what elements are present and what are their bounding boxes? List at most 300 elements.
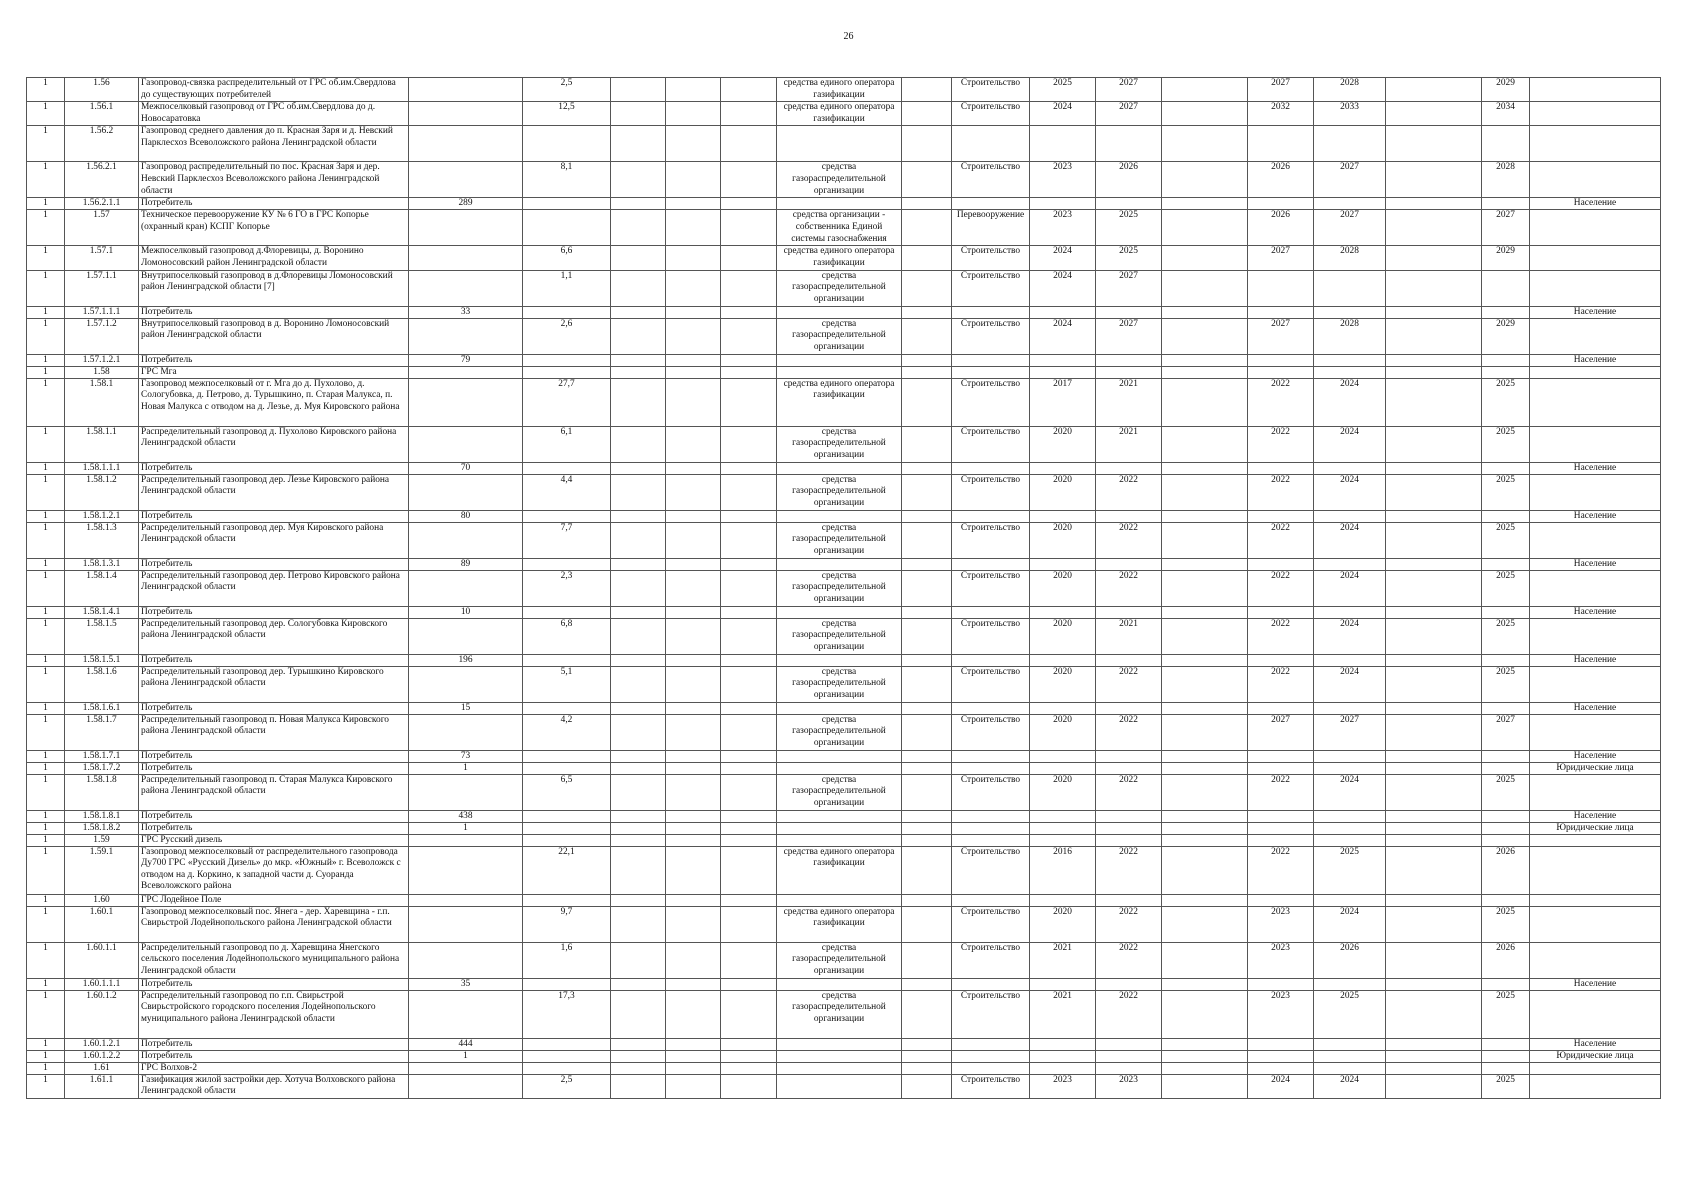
commission-year-cell (1482, 606, 1530, 618)
item-number-cell: 1.60.1.2 (65, 990, 139, 1038)
consumer-type-cell (1530, 318, 1661, 354)
item-number-cell: 1.57.1.1 (65, 270, 139, 306)
consumer-count-cell (409, 522, 523, 558)
design-end-cell: 2022 (1096, 906, 1162, 942)
row-level-cell: 1 (27, 762, 65, 774)
row-level-cell: 1 (27, 942, 65, 978)
table-row (27, 366, 1661, 378)
design-end-cell: 2022 (1096, 474, 1162, 510)
col-17-cell (1386, 618, 1482, 654)
col-8-cell (721, 126, 777, 162)
consumer-type-cell: Население (1530, 1038, 1661, 1050)
col-14-cell (1162, 198, 1248, 210)
col-14-cell (1162, 126, 1248, 162)
table-row (27, 102, 1661, 126)
col-6-cell (611, 318, 666, 354)
table-row (27, 750, 1661, 762)
design-start-cell: 2020 (1030, 906, 1096, 942)
item-number-cell: 1.58 (65, 366, 139, 378)
commission-year-cell: 2025 (1482, 522, 1530, 558)
row-level-cell: 1 (27, 1074, 65, 1098)
col-14-cell (1162, 714, 1248, 750)
design-start-cell (1030, 1050, 1096, 1062)
commission-year-cell (1482, 762, 1530, 774)
length-km-cell: 4,4 (523, 474, 611, 510)
funding-source-cell: средства газораспределительной организации (777, 618, 902, 654)
object-name-cell: Газопровод межпоселковый пос. Янега - дер. Харевщина - г.п. Свирьстрой Лодейнопольского района Ленинградской области (139, 906, 409, 942)
col-10-cell (902, 702, 952, 714)
object-name-cell: Межпоселковый газопровод от ГРС об.им.Свердлова до д. Новосаратовка (139, 102, 409, 126)
table-row (27, 510, 1661, 522)
object-name-cell: Газопровод среднего давления до п. Красная Заря и д. Невский Парклесхоз Всеволожского района Ленинградской области (139, 126, 409, 162)
row-level-cell: 1 (27, 750, 65, 762)
build-end-cell (1314, 354, 1386, 366)
design-start-cell: 2016 (1030, 846, 1096, 894)
build-end-cell: 2028 (1314, 318, 1386, 354)
design-start-cell: 2024 (1030, 102, 1096, 126)
col-8-cell (721, 210, 777, 246)
consumer-type-cell (1530, 78, 1661, 102)
work-type-cell (952, 702, 1030, 714)
commission-year-cell: 2025 (1482, 474, 1530, 510)
object-name-cell: Распределительный газопровод п. Новая Малукса Кировского района Ленинградской области (139, 714, 409, 750)
col-10-cell (902, 1038, 952, 1050)
funding-source-cell: средства газораспределительной организации (777, 318, 902, 354)
build-end-cell: 2027 (1314, 210, 1386, 246)
consumer-count-cell (409, 78, 523, 102)
col-10-cell (902, 426, 952, 462)
build-start-cell: 2022 (1248, 666, 1314, 702)
design-end-cell (1096, 1038, 1162, 1050)
commission-year-cell (1482, 822, 1530, 834)
length-km-cell (523, 198, 611, 210)
col-10-cell (902, 102, 952, 126)
build-end-cell: 2026 (1314, 942, 1386, 978)
commission-year-cell (1482, 1050, 1530, 1062)
funding-source-cell: средства единого оператора газификации (777, 246, 902, 270)
item-number-cell: 1.58.1 (65, 378, 139, 426)
col-10-cell (902, 510, 952, 522)
col-8-cell (721, 906, 777, 942)
col-7-cell (666, 378, 721, 426)
design-start-cell: 2020 (1030, 666, 1096, 702)
col-10-cell (902, 978, 952, 990)
col-17-cell (1386, 522, 1482, 558)
object-name-cell: Газопровод межпоселковый от распределительного газопровода Ду700 ГРС «Русский Дизель» до мкр. «Южный» г. Всеволожск с отводом на д. Коркино, к западной части д. Суоранда Всеволожского района (139, 846, 409, 894)
build-end-cell (1314, 1062, 1386, 1074)
consumer-count-cell: 438 (409, 810, 523, 822)
design-start-cell: 2024 (1030, 246, 1096, 270)
col-14-cell (1162, 462, 1248, 474)
object-name-cell: ГРС Лодейное Поле (139, 894, 409, 906)
consumer-type-cell (1530, 894, 1661, 906)
length-km-cell (523, 1050, 611, 1062)
consumer-type-cell: Население (1530, 510, 1661, 522)
length-km-cell: 22,1 (523, 846, 611, 894)
funding-source-cell: средства газораспределительной организации (777, 474, 902, 510)
design-start-cell: 2020 (1030, 522, 1096, 558)
col-7-cell (666, 462, 721, 474)
consumer-count-cell: 73 (409, 750, 523, 762)
table-row (27, 666, 1661, 702)
col-7-cell (666, 558, 721, 570)
col-17-cell (1386, 702, 1482, 714)
row-level-cell: 1 (27, 306, 65, 318)
design-start-cell: 2024 (1030, 318, 1096, 354)
table-row (27, 978, 1661, 990)
row-level-cell: 1 (27, 990, 65, 1038)
build-start-cell (1248, 126, 1314, 162)
item-number-cell: 1.58.1.8 (65, 774, 139, 810)
object-name-cell: Распределительный газопровод дер. Муя Кировского района Ленинградской области (139, 522, 409, 558)
col-8-cell (721, 774, 777, 810)
table-row (27, 426, 1661, 462)
object-name-cell: Потребитель (139, 1050, 409, 1062)
consumer-type-cell: Население (1530, 198, 1661, 210)
consumer-count-cell: 289 (409, 198, 523, 210)
build-start-cell (1248, 978, 1314, 990)
design-start-cell: 2020 (1030, 570, 1096, 606)
col-14-cell (1162, 1050, 1248, 1062)
col-8-cell (721, 522, 777, 558)
table-row (27, 1062, 1661, 1074)
design-start-cell (1030, 822, 1096, 834)
col-17-cell (1386, 846, 1482, 894)
length-km-cell: 2,6 (523, 318, 611, 354)
design-end-cell (1096, 126, 1162, 162)
build-start-cell (1248, 198, 1314, 210)
table-row (27, 774, 1661, 810)
length-km-cell (523, 306, 611, 318)
build-end-cell: 2028 (1314, 78, 1386, 102)
col-8-cell (721, 1074, 777, 1098)
col-8-cell (721, 618, 777, 654)
object-name-cell: Распределительный газопровод д. Пухолово Кировского района Ленинградской области (139, 426, 409, 462)
table-row (27, 354, 1661, 366)
object-name-cell: Распределительный газопровод по д. Харевщина Янегского сельского поселения Лодейнопольского муниципального района Ленинградской области (139, 942, 409, 978)
item-number-cell: 1.59.1 (65, 846, 139, 894)
funding-source-cell (777, 1038, 902, 1050)
col-7-cell (666, 810, 721, 822)
col-8-cell (721, 1062, 777, 1074)
funding-source-cell (777, 1050, 902, 1062)
commission-year-cell (1482, 1038, 1530, 1050)
col-10-cell (902, 774, 952, 810)
col-6-cell (611, 570, 666, 606)
col-17-cell (1386, 378, 1482, 426)
consumer-type-cell (1530, 774, 1661, 810)
work-type-cell (952, 558, 1030, 570)
row-level-cell: 1 (27, 834, 65, 846)
commission-year-cell (1482, 654, 1530, 666)
consumer-count-cell: 1 (409, 1050, 523, 1062)
work-type-cell: Строительство (952, 246, 1030, 270)
funding-source-cell (777, 558, 902, 570)
col-14-cell (1162, 1038, 1248, 1050)
consumer-count-cell (409, 834, 523, 846)
col-17-cell (1386, 606, 1482, 618)
build-end-cell: 2027 (1314, 714, 1386, 750)
build-end-cell (1314, 702, 1386, 714)
build-start-cell (1248, 306, 1314, 318)
col-10-cell (902, 354, 952, 366)
col-17-cell (1386, 318, 1482, 354)
consumer-type-cell (1530, 834, 1661, 846)
commission-year-cell: 2025 (1482, 1074, 1530, 1098)
design-start-cell (1030, 834, 1096, 846)
funding-source-cell: средства газораспределительной организации (777, 522, 902, 558)
row-level-cell: 1 (27, 1062, 65, 1074)
col-17-cell (1386, 906, 1482, 942)
item-number-cell: 1.57 (65, 210, 139, 246)
design-end-cell: 2027 (1096, 270, 1162, 306)
col-6-cell (611, 978, 666, 990)
col-10-cell (902, 246, 952, 270)
col-7-cell (666, 942, 721, 978)
consumer-count-cell (409, 846, 523, 894)
col-7-cell (666, 198, 721, 210)
col-17-cell (1386, 1050, 1482, 1062)
col-10-cell (902, 306, 952, 318)
length-km-cell: 1,6 (523, 942, 611, 978)
build-start-cell: 2027 (1248, 714, 1314, 750)
funding-source-cell: средства единого оператора газификации (777, 102, 902, 126)
design-end-cell: 2025 (1096, 210, 1162, 246)
consumer-type-cell (1530, 162, 1661, 198)
consumer-type-cell: Население (1530, 654, 1661, 666)
funding-source-cell: средства газораспределительной организации (777, 774, 902, 810)
col-14-cell (1162, 1074, 1248, 1098)
row-level-cell: 1 (27, 1038, 65, 1050)
object-name-cell: Потребитель (139, 198, 409, 210)
design-end-cell: 2021 (1096, 618, 1162, 654)
col-17-cell (1386, 126, 1482, 162)
gas-program-table (26, 77, 1661, 1099)
design-start-cell (1030, 198, 1096, 210)
funding-source-cell: средства газораспределительной организации (777, 990, 902, 1038)
row-level-cell: 1 (27, 978, 65, 990)
consumer-count-cell (409, 906, 523, 942)
design-start-cell (1030, 810, 1096, 822)
col-17-cell (1386, 654, 1482, 666)
commission-year-cell: 2025 (1482, 666, 1530, 702)
col-6-cell (611, 834, 666, 846)
commission-year-cell (1482, 198, 1530, 210)
col-7-cell (666, 978, 721, 990)
build-end-cell (1314, 654, 1386, 666)
object-name-cell: Потребитель (139, 1038, 409, 1050)
row-level-cell: 1 (27, 570, 65, 606)
build-start-cell (1248, 366, 1314, 378)
item-number-cell: 1.60.1.1.1 (65, 978, 139, 990)
consumer-type-cell (1530, 714, 1661, 750)
build-start-cell (1248, 810, 1314, 822)
design-end-cell (1096, 834, 1162, 846)
work-type-cell: Строительство (952, 774, 1030, 810)
col-8-cell (721, 654, 777, 666)
build-end-cell: 2024 (1314, 906, 1386, 942)
row-level-cell: 1 (27, 810, 65, 822)
design-start-cell: 2021 (1030, 942, 1096, 978)
length-km-cell (523, 510, 611, 522)
col-7-cell (666, 1074, 721, 1098)
length-km-cell: 6,6 (523, 246, 611, 270)
commission-year-cell (1482, 978, 1530, 990)
build-start-cell (1248, 762, 1314, 774)
design-end-cell (1096, 810, 1162, 822)
col-8-cell (721, 1038, 777, 1050)
row-level-cell: 1 (27, 78, 65, 102)
commission-year-cell: 2025 (1482, 774, 1530, 810)
design-end-cell (1096, 894, 1162, 906)
table-row (27, 1050, 1661, 1062)
item-number-cell: 1.57.1 (65, 246, 139, 270)
col-8-cell (721, 822, 777, 834)
consumer-type-cell: Население (1530, 810, 1661, 822)
row-level-cell: 1 (27, 474, 65, 510)
col-6-cell (611, 618, 666, 654)
col-8-cell (721, 198, 777, 210)
length-km-cell: 4,2 (523, 714, 611, 750)
col-7-cell (666, 606, 721, 618)
length-km-cell (523, 1062, 611, 1074)
col-17-cell (1386, 570, 1482, 606)
length-km-cell (523, 354, 611, 366)
col-14-cell (1162, 618, 1248, 654)
col-10-cell (902, 906, 952, 942)
design-start-cell (1030, 606, 1096, 618)
item-number-cell: 1.60.1.1 (65, 942, 139, 978)
col-7-cell (666, 834, 721, 846)
col-7-cell (666, 1062, 721, 1074)
table-row (27, 906, 1661, 942)
col-17-cell (1386, 978, 1482, 990)
table-row (27, 942, 1661, 978)
work-type-cell (952, 126, 1030, 162)
col-8-cell (721, 270, 777, 306)
consumer-count-cell: 35 (409, 978, 523, 990)
row-level-cell: 1 (27, 198, 65, 210)
build-end-cell: 2033 (1314, 102, 1386, 126)
object-name-cell: Распределительный газопровод дер. Лезье Кировского района Ленинградской области (139, 474, 409, 510)
work-type-cell: Строительство (952, 270, 1030, 306)
col-17-cell (1386, 462, 1482, 474)
item-number-cell: 1.59 (65, 834, 139, 846)
row-level-cell: 1 (27, 318, 65, 354)
col-8-cell (721, 366, 777, 378)
table-row (27, 522, 1661, 558)
item-number-cell: 1.58.1.8.1 (65, 810, 139, 822)
consumer-count-cell (409, 1074, 523, 1098)
consumer-type-cell (1530, 522, 1661, 558)
item-number-cell: 1.58.1.5.1 (65, 654, 139, 666)
col-8-cell (721, 978, 777, 990)
consumer-count-cell (409, 162, 523, 198)
col-14-cell (1162, 426, 1248, 462)
item-number-cell: 1.58.1.3 (65, 522, 139, 558)
design-start-cell (1030, 894, 1096, 906)
build-start-cell (1248, 894, 1314, 906)
work-type-cell (952, 510, 1030, 522)
commission-year-cell (1482, 126, 1530, 162)
col-14-cell (1162, 78, 1248, 102)
col-14-cell (1162, 162, 1248, 198)
work-type-cell: Строительство (952, 942, 1030, 978)
col-14-cell (1162, 306, 1248, 318)
consumer-type-cell: Население (1530, 978, 1661, 990)
design-end-cell (1096, 606, 1162, 618)
col-17-cell (1386, 210, 1482, 246)
work-type-cell: Строительство (952, 522, 1030, 558)
work-type-cell: Строительство (952, 846, 1030, 894)
design-start-cell: 2017 (1030, 378, 1096, 426)
col-7-cell (666, 162, 721, 198)
col-10-cell (902, 558, 952, 570)
work-type-cell (952, 654, 1030, 666)
col-10-cell (902, 1050, 952, 1062)
object-name-cell: Потребитель (139, 606, 409, 618)
work-type-cell: Строительство (952, 426, 1030, 462)
design-end-cell: 2026 (1096, 162, 1162, 198)
consumer-type-cell: Юридические лица (1530, 762, 1661, 774)
design-start-cell (1030, 558, 1096, 570)
col-14-cell (1162, 246, 1248, 270)
col-8-cell (721, 378, 777, 426)
col-8-cell (721, 558, 777, 570)
length-km-cell: 17,3 (523, 990, 611, 1038)
col-14-cell (1162, 774, 1248, 810)
row-level-cell: 1 (27, 462, 65, 474)
row-level-cell: 1 (27, 210, 65, 246)
commission-year-cell: 2027 (1482, 714, 1530, 750)
consumer-count-cell: 89 (409, 558, 523, 570)
col-7-cell (666, 762, 721, 774)
work-type-cell (952, 1062, 1030, 1074)
col-14-cell (1162, 318, 1248, 354)
length-km-cell (523, 978, 611, 990)
col-8-cell (721, 750, 777, 762)
length-km-cell: 7,7 (523, 522, 611, 558)
design-start-cell (1030, 762, 1096, 774)
object-name-cell: Потребитель (139, 702, 409, 714)
consumer-count-cell: 1 (409, 822, 523, 834)
design-end-cell (1096, 510, 1162, 522)
consumer-count-cell (409, 942, 523, 978)
length-km-cell: 9,7 (523, 906, 611, 942)
object-name-cell: Газопровод-связка распределительный от ГРС об.им.Свердлова до существующих потребителей (139, 78, 409, 102)
length-km-cell: 6,5 (523, 774, 611, 810)
item-number-cell: 1.57.1.2.1 (65, 354, 139, 366)
work-type-cell: Строительство (952, 666, 1030, 702)
consumer-type-cell (1530, 126, 1661, 162)
commission-year-cell: 2027 (1482, 210, 1530, 246)
table-row (27, 894, 1661, 906)
col-10-cell (902, 474, 952, 510)
build-start-cell (1248, 270, 1314, 306)
col-7-cell (666, 570, 721, 606)
col-6-cell (611, 522, 666, 558)
table-row (27, 762, 1661, 774)
col-7-cell (666, 666, 721, 702)
page-number: 26 (843, 31, 854, 42)
consumer-count-cell (409, 618, 523, 654)
build-start-cell: 2026 (1248, 162, 1314, 198)
consumer-type-cell (1530, 942, 1661, 978)
row-level-cell: 1 (27, 246, 65, 270)
col-6-cell (611, 810, 666, 822)
consumer-type-cell: Население (1530, 354, 1661, 366)
design-start-cell (1030, 354, 1096, 366)
